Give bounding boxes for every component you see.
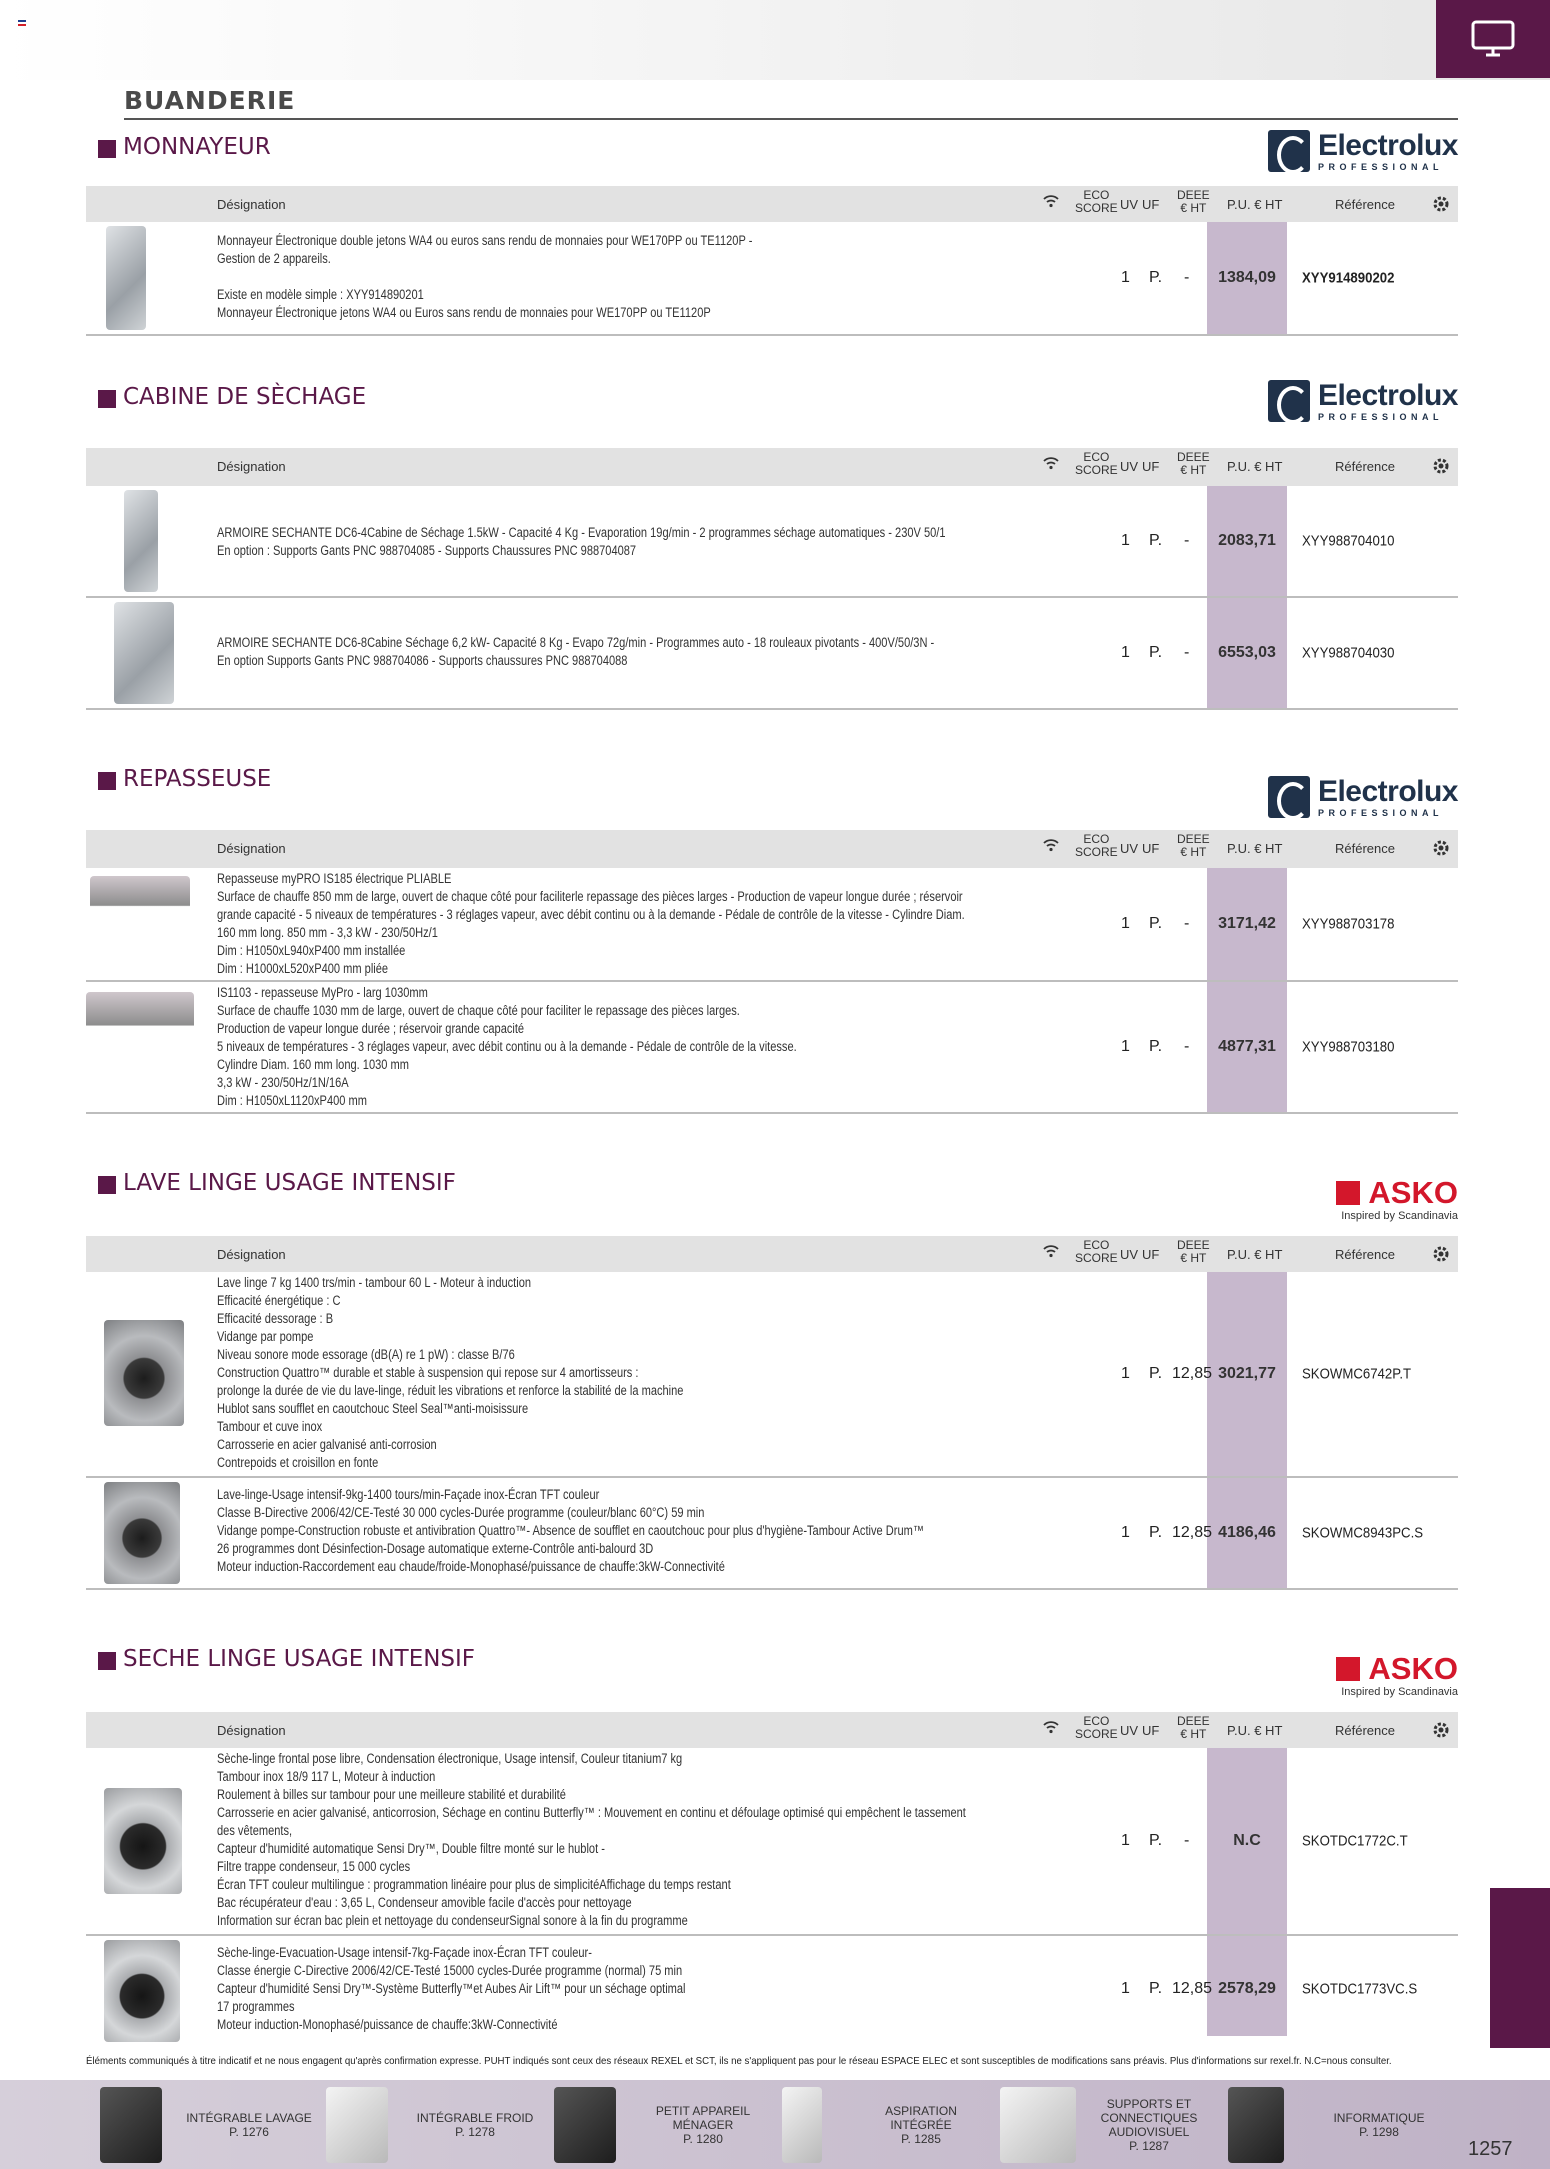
brand-logo-asko — [1336, 1174, 1458, 1224]
section-square-icon — [98, 390, 116, 408]
brand-tag: Inspired by Scandinavia — [1341, 1685, 1458, 1698]
wifi-icon — [1043, 1720, 1059, 1737]
dishwasher-thumbnail — [100, 2087, 162, 2163]
uv-value: 1 — [1121, 1832, 1130, 1849]
col-reference: Référence — [1335, 197, 1395, 212]
cart-icon[interactable] — [1432, 1245, 1450, 1266]
section-monnayeur — [86, 126, 1458, 336]
title-rule — [124, 118, 1458, 120]
section-header — [86, 1162, 1458, 1236]
cart-icon[interactable] — [1432, 839, 1450, 860]
bracket-thumbnail — [1000, 2087, 1076, 2163]
product-description: IS1103 - repasseuse MyPro - larg 1030mm Surface de chauffe 1030 mm de large, ouvert de chaque côté pour faciliter le repassage des pièces larges. Production de vapeur longue durée ; réservoir grande capacité 5 niveaux de températures - 3 réglages vapeur, avec débit continu ou à la demande - Pédale de contrôle de la vitesse. Cylindre Diam. 160 mm long. 1030 mm 3,3 kW - 230/50Hz/1N/16A Dim : H1050xL1120xP400 mm — [217, 985, 797, 1108]
cart-icon[interactable] — [1432, 457, 1450, 478]
col-deee: DEEE € HT — [1177, 450, 1210, 477]
reference[interactable]: XYY914890202 — [1302, 269, 1395, 287]
uf-value: P. — [1149, 1832, 1163, 1849]
reference[interactable]: XYY988703180 — [1302, 1038, 1395, 1056]
unit-price: N.C — [1233, 1832, 1261, 1849]
section-square-icon — [98, 1652, 116, 1670]
table-row — [86, 1272, 1458, 1478]
product-image — [104, 1940, 180, 2042]
col-uf: UF — [1142, 197, 1160, 212]
fridge-thumbnail — [326, 2087, 388, 2163]
section-title: REPASSEUSE — [123, 766, 272, 792]
section-cabine-sechage — [86, 376, 1458, 710]
deee-value: - — [1184, 1832, 1190, 1849]
deee-value: - — [1184, 269, 1190, 286]
col-reference: Référence — [1335, 459, 1395, 474]
wifi-icon — [1043, 838, 1059, 855]
col-reference: Référence — [1335, 1247, 1395, 1262]
uf-value: P. — [1149, 915, 1163, 932]
table-row — [86, 598, 1458, 710]
table-row — [86, 868, 1458, 982]
product-image — [124, 490, 158, 592]
brand-name: Electrolux — [1317, 774, 1458, 808]
side-tab[interactable] — [1490, 1888, 1550, 2048]
deee-value: 12,85 — [1172, 1365, 1213, 1382]
brand-name: Electrolux — [1317, 378, 1458, 412]
uf-value: P. — [1149, 1365, 1163, 1382]
col-deee: DEEE € HT — [1177, 1238, 1210, 1265]
section-repasseuse — [86, 758, 1458, 1114]
brand-tag: PROFESSIONAL — [1317, 411, 1443, 422]
product-description: ARMOIRE SECHANTE DC6-8Cabine Séchage 6,2 kW- Capacité 8 Kg - Evapo 72g/min - Programmes auto - 18 rouleaux pivotants - 400V/50/3N - En option Supports Gants PNC 988704086 - Supports chaussures PNC 988704088 — [217, 635, 935, 668]
unit-price: 2083,71 — [1218, 532, 1276, 549]
col-price: P.U. € HT — [1227, 1247, 1283, 1262]
wifi-icon — [1043, 194, 1059, 211]
wifi-icon — [1043, 1244, 1059, 1261]
uf-value: P. — [1149, 269, 1163, 286]
unit-price: 1384,09 — [1218, 269, 1276, 286]
table-header — [86, 1712, 1458, 1748]
product-image — [90, 876, 190, 974]
col-deee: DEEE € HT — [1177, 188, 1210, 215]
table-row — [86, 1748, 1458, 1936]
footer-link-label: INTÉGRABLE LAVAGE P. 1276 — [186, 2110, 312, 2139]
electrolux-logo-icon — [1268, 776, 1310, 818]
section-square-icon — [98, 772, 116, 790]
unit-price: 3021,77 — [1218, 1365, 1276, 1382]
flag-icon — [18, 20, 26, 26]
col-reference: Référence — [1335, 841, 1395, 856]
unit-price: 3171,42 — [1218, 915, 1276, 932]
reference[interactable]: XYY988704030 — [1302, 644, 1395, 662]
col-uf: UF — [1142, 841, 1160, 856]
brand-name: ASKO — [1368, 1650, 1458, 1686]
unit-price: 6553,03 — [1218, 644, 1276, 661]
col-uv: UV — [1120, 197, 1139, 212]
unit-price: 4186,46 — [1218, 1524, 1276, 1541]
uv-value: 1 — [1121, 1524, 1130, 1541]
table-row — [86, 1936, 1458, 2046]
product-description: Sèche-linge-Evacuation-Usage intensif-7kg-Façade inox-Écran TFT couleur- Classe énergie C-Directive 2006/42/CE-Testé 15000 cycles-Durée programme (normal) 75 min Capteur d'humidité Sensi Dry™-Système Butterfly™et Aubes Air Lift™ pour un séchage optimal 17 programmes Moteur induction-Monophasé/puissance de chauffe:3kW-Connectivité — [217, 1945, 686, 2032]
brand-name: ASKO — [1368, 1174, 1458, 1210]
uf-value: P. — [1149, 532, 1163, 549]
footer-link-label: SUPPORTS ET CONNECTIQUES AUDIOVISUEL P. 1287 — [1100, 2096, 1198, 2153]
section-title: SECHE LINGE USAGE INTENSIF — [123, 1646, 476, 1672]
product-image — [104, 1482, 180, 1584]
product-image — [104, 1320, 184, 1426]
product-image — [104, 1788, 182, 1894]
uf-value: P. — [1149, 1524, 1163, 1541]
disclaimer: Éléments communiqués à titre indicatif et ne nous engagent qu'après confirmation expresse. PUHT indiqués sont ceux des réseaux REXEL et SCT, ils ne s'appliquent pas pour le réseau ESPACE ELEC et sont susceptibles de modifications sans préavis. Plus d'informations sur rexel.fr. N.C=nous consulter. — [86, 2055, 1392, 2067]
table-header — [86, 186, 1458, 222]
section-header — [86, 376, 1458, 448]
section-title: LAVE LINGE USAGE INTENSIF — [123, 1170, 456, 1196]
uf-value: P. — [1149, 1980, 1163, 1997]
uv-value: 1 — [1121, 915, 1130, 932]
brand-logo-electrolux — [1268, 126, 1458, 176]
uv-value: 1 — [1121, 1038, 1130, 1055]
uv-value: 1 — [1121, 1365, 1130, 1382]
wifi-icon — [1043, 456, 1059, 473]
uv-value: 1 — [1121, 1980, 1130, 1997]
table-row — [86, 222, 1458, 336]
top-band — [0, 0, 1550, 80]
brand-name: Electrolux — [1317, 128, 1458, 162]
col-designation: Désignation — [217, 459, 286, 474]
deee-value: - — [1184, 644, 1190, 661]
section-square-icon — [98, 140, 116, 158]
reference[interactable]: SKOWMC6742P.T — [1302, 1365, 1412, 1383]
electrolux-logo-icon — [1268, 380, 1310, 422]
footer-link-informatique[interactable] — [1228, 2080, 1444, 2169]
col-reference: Référence — [1335, 1723, 1395, 1738]
uf-value: P. — [1149, 644, 1163, 661]
product-description: ARMOIRE SECHANTE DC6-4Cabine de Séchage 1.5kW - Capacité 4 Kg - Evaporation 19g/min - 2 programmes séchage automatiques - 230V 50/1 En option : Supports Gants PNC 988704085 - Supports Chaussures PNC 988704087 — [217, 525, 946, 558]
section-lave-linge — [86, 1162, 1458, 1590]
col-eco-score: ECO SCORE — [1075, 188, 1118, 215]
unit-price: 2578,29 — [1218, 1980, 1276, 1997]
footer-link-aspiration[interactable] — [782, 2080, 986, 2169]
electrolux-logo-icon — [1268, 130, 1310, 172]
footer-link-label: INTÉGRABLE FROID P. 1278 — [416, 2110, 534, 2139]
col-eco-score: ECO SCORE — [1075, 1714, 1118, 1741]
section-header — [86, 126, 1458, 186]
product-image — [114, 602, 174, 704]
col-eco-score: ECO SCORE — [1075, 832, 1118, 859]
col-designation: Désignation — [217, 1247, 286, 1262]
reference[interactable]: SKOWMC8943PC.S — [1302, 1524, 1424, 1542]
uv-value: 1 — [1121, 532, 1130, 549]
asko-logo-icon — [1336, 1181, 1360, 1205]
col-deee: DEEE € HT — [1177, 832, 1210, 859]
col-uv: UV — [1120, 459, 1139, 474]
deee-value: 12,85 — [1172, 1524, 1213, 1541]
col-price: P.U. € HT — [1227, 197, 1283, 212]
col-eco-score: ECO SCORE — [1075, 1238, 1118, 1265]
col-uf: UF — [1142, 1723, 1160, 1738]
uv-value: 1 — [1121, 269, 1130, 286]
product-description: Lave-linge-Usage intensif-9kg-1400 tours/min-Façade inox-Écran TFT couleur Classe B-Directive 2006/42/CE-Testé 30 000 cycles-Durée programme (couleur/blanc 60°C) 59 min Vidange pompe-Construction robuste et antivibration Quattro™- Absence de soufflet en caoutchouc pour plus d'hygiène-Tambour Active Drum™ 26 programmes dont Désinfection-Dosage automatique externe-Contrôle anti-balourd 3D Moteur induction-Raccordement eau chaude/froide-Monophasé/puissance de chauffe:3kW-Connectivité — [217, 1487, 924, 1574]
col-uv: UV — [1120, 1723, 1139, 1738]
product-description: Sèche-linge frontal pose libre, Condensation électronique, Usage intensif, Couleur titanium7 kg Tambour inox 18/9 117 L, Moteur à induction Roulement à billes sur tambour pour une meilleure stabilité et durabilité Carrosserie en acier galvanisé, anticorrosion, Séchage en continu Butterfly™ : Mouvement en continu et défoulage optimisé qui empêchent le tassement des vêtements, Capteur d'humidité automatique Sensi Dry™, Double filtre monté sur le hublot - Filtre trappe condenseur, 15 000 cycles Écran TFT couleur multilingue : programmation linéaire pour plus de simplicitéAffichage du temps restant Bac récupérateur d'eau : 3,65 L, Condenseur amovible facile d'accès pour nettoyage Information sur écran bac plein et nettoyage du condenseurSignal sonore à la fin du programme — [217, 1751, 966, 1928]
product-image — [86, 992, 194, 1102]
footer-link-petit-appareil[interactable] — [554, 2080, 768, 2169]
col-deee: DEEE € HT — [1177, 1714, 1210, 1741]
section-seche-linge — [86, 1638, 1458, 2046]
uf-value: P. — [1149, 1038, 1163, 1055]
coffee-machine-thumbnail — [554, 2087, 616, 2163]
col-designation: Désignation — [217, 1723, 286, 1738]
col-price: P.U. € HT — [1227, 841, 1283, 856]
col-uf: UF — [1142, 1247, 1160, 1262]
uv-value: 1 — [1121, 644, 1130, 661]
brand-tag: Inspired by Scandinavia — [1341, 1209, 1458, 1222]
col-eco-score: ECO SCORE — [1075, 450, 1118, 477]
product-description: Repasseuse myPRO IS185 électrique PLIABLE Surface de chauffe 850 mm de large, ouvert de chaque côté pour faciliterle repassage des pièces larges - Production de vapeur longue durée ; réservoir grande capacité - 5 niveaux de températures - 3 réglages vapeur, avec débit continu ou à la demande - Pédale de contrôle de la vitesse - Cylindre Diam. 160 mm long. 850 mm - 3,3 kW - 230/50Hz/1 Dim : H1050xL940xP400 mm installée Dim : H1000xL520xP400 mm pliée — [217, 871, 965, 976]
section-square-icon — [98, 1176, 116, 1194]
brand-logo-asko — [1336, 1650, 1458, 1700]
section-header — [86, 1638, 1458, 1712]
unit-price: 4877,31 — [1218, 1038, 1276, 1055]
page-number: 1257 — [1468, 2138, 1513, 2160]
cart-icon[interactable] — [1432, 195, 1450, 216]
product-description: Monnayeur Électronique double jetons WA4 ou euros sans rendu de monnaies pour WE170PP ou TE1120P - Gestion de 2 appareils. Existe en modèle simple : XYY914890201 Monnayeur Électronique jetons WA4 ou Euros sans rendu de monnaies pour WE170PP ou TE1120P — [217, 233, 753, 320]
deee-value: - — [1184, 915, 1190, 932]
reference[interactable]: SKOTDC1773VC.S — [1302, 1980, 1418, 1998]
col-designation: Désignation — [217, 197, 286, 212]
footer-link-label: ASPIRATION INTÉGRÉE P. 1285 — [885, 2103, 957, 2146]
asko-logo-icon — [1336, 1657, 1360, 1681]
table-header — [86, 448, 1458, 486]
deee-value: 12,85 — [1172, 1980, 1213, 1997]
footer-link-integrable-froid[interactable] — [326, 2080, 540, 2169]
monitor-icon — [1470, 19, 1516, 59]
table-row — [86, 982, 1458, 1114]
section-header — [86, 758, 1458, 830]
category-tab[interactable] — [1436, 0, 1550, 78]
col-price: P.U. € HT — [1227, 1723, 1283, 1738]
section-title: CABINE DE SÈCHAGE — [123, 384, 367, 410]
col-uv: UV — [1120, 841, 1139, 856]
reference[interactable]: XYY988703178 — [1302, 915, 1395, 933]
reference[interactable]: XYY988704010 — [1302, 532, 1395, 550]
brand-logo-electrolux — [1268, 376, 1458, 426]
footer-nav — [0, 2080, 1550, 2169]
col-uf: UF — [1142, 459, 1160, 474]
brand-logo-electrolux — [1268, 772, 1458, 822]
page-title: BUANDERIE — [124, 86, 296, 115]
vacuum-thumbnail — [782, 2087, 822, 2163]
footer-link-label: PETIT APPAREIL MÉNAGER P. 1280 — [655, 2103, 751, 2146]
deee-value: - — [1184, 532, 1190, 549]
product-image — [106, 226, 146, 330]
table-row — [86, 1478, 1458, 1590]
brand-tag: PROFESSIONAL — [1317, 161, 1443, 172]
table-row — [86, 486, 1458, 598]
footer-link-supports[interactable] — [1000, 2080, 1214, 2169]
footer-link-label: INFORMATIQUE P. 1298 — [1333, 2110, 1425, 2139]
footer-link-integrable-lavage[interactable] — [100, 2080, 314, 2169]
cart-icon[interactable] — [1432, 1721, 1450, 1742]
computer-thumbnail — [1228, 2087, 1284, 2163]
col-uv: UV — [1120, 1247, 1139, 1262]
product-description: Lave linge 7 kg 1400 trs/min - tambour 60 L - Moteur à induction Efficacité énergétique : C Efficacité dessorage : B Vidange par pompe Niveau sonore mode essorage (dB(A) re 1 pW) : classe B/76 Construction Quattro™ durable et stable à suspension qui repose sur 4 amortisseurs : prolonge la durée de vie du lave-linge, réduit les vibrations et renforce la stabilité de la machine Hublot sans soufflet en caoutchouc Steel Seal™anti-moisissure Tambour et cuve inox Carrosserie en acier galvanisé anti-corrosion Contrepoids et croisillon en fonte — [217, 1275, 684, 1470]
deee-value: - — [1184, 1038, 1190, 1055]
table-header — [86, 1236, 1458, 1272]
reference[interactable]: SKOTDC1772C.T — [1302, 1832, 1408, 1850]
col-price: P.U. € HT — [1227, 459, 1283, 474]
brand-tag: PROFESSIONAL — [1317, 807, 1443, 818]
col-designation: Désignation — [217, 841, 286, 856]
table-header — [86, 830, 1458, 868]
section-title: MONNAYEUR — [123, 134, 271, 160]
